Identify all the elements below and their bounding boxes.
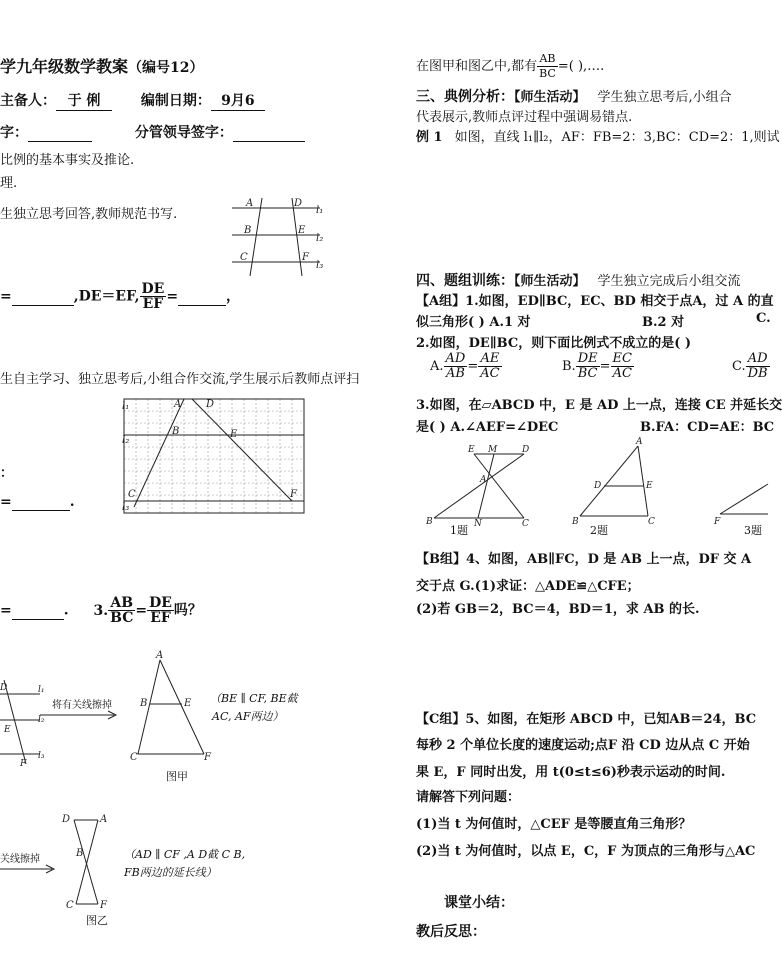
group-a-q3-options: 是( ) A.∠AEF=∠DEC B.FA：CD=AE：BC [416,420,775,435]
note-yi-1: （AD ∥ CF ,A D截 C B, [124,848,246,861]
figure-q2 [570,437,670,527]
svg-text:C: C [130,752,138,763]
svg-text:l₃: l₃ [316,260,324,271]
activity-note-1: 生独立思考回答,教师规范书写. [0,207,178,222]
figure-jia-triangle [124,650,216,766]
note-jia-1: （BE ∥ CF, BE截 [210,692,298,705]
q2-option-b: B. $\frac{DE}{BC}$ = $\frac{EC}{AC}$ [562,351,632,381]
page-title: 学九年级数学教案（编号12） [0,57,204,76]
svg-text:F: F [204,752,211,763]
section-3-line2: 代表展示,教师点评过程中强调易错点. [416,110,633,125]
question-3-line: = . 3. $\frac{AB}{BC}$ = $\frac{DE}{EF}$ 吗？ [0,595,202,626]
svg-text:E: E [230,429,238,440]
learning-goal: 比例的基本事实及推论. [0,153,135,168]
svg-text:D: D [594,481,602,491]
svg-text:C: C [240,252,248,263]
activity-note-2: 生自主学习、独立思考后,小组合作交流,学生展示后教师点评扫 [0,372,360,387]
class-summary: 课堂小结： [444,895,514,911]
group-c-q5-part1: (1)当 t 为何值时，△CEF 是等腰直角三角形？ [416,817,692,832]
q2-option-a: A. $\frac{AD}{AB}$ = $\frac{AE}{AC}$ [430,351,500,381]
svg-text:E: E [184,698,192,709]
erase-label-1: 将有关线擦掉 [52,700,112,711]
erase-label-2: 关线擦掉 [0,854,40,865]
group-c-q5-line2: 每秒 2 个单位长度的速度运动;点F 沿 CD 边从点 C 开始 [416,738,750,753]
grid-parallel-figure [120,395,310,519]
colon-1: ： [0,466,14,481]
svg-text:C: C [66,900,74,911]
svg-text:l₂: l₂ [316,233,324,244]
svg-text:D: D [206,399,215,410]
svg-text:B: B [76,848,84,859]
svg-text:E: E [298,225,306,236]
figure-q1 [424,446,534,530]
figure-jia-caption: 图甲 [166,770,188,783]
svg-text:A: A [174,399,182,410]
teaching-reflection: 教后反思： [416,924,486,940]
svg-text:F: F [714,517,721,527]
fill-in-1: = ,DE＝EF, $\frac{DE}{EF}$ = ， [0,281,241,312]
svg-text:A: A [156,650,164,661]
section-4-heading: 四、题组训练：【师生活动】 学生独立完成后小组交流 [416,273,741,289]
svg-text:N: N [474,519,482,529]
arrow-2 [0,864,60,874]
figure-q2-caption: 2题 [590,524,608,537]
svg-text:E: E [4,725,11,735]
group-b-q4: 【B组】4、如图，AB∥FC，D 是 AB 上一点，DF 交 A [416,552,752,567]
group-c-q5-line3: 果 E，F 同时出发，用 t(0≤t≤6)秒表示运动的时间. [416,765,726,780]
svg-text:F: F [302,252,309,263]
learning-goal-2: 理. [0,176,18,191]
svg-text:l₂: l₂ [38,715,45,725]
svg-text:l₁: l₁ [316,205,324,216]
figure-yi-caption: 图乙 [86,914,108,927]
svg-text:D: D [62,814,71,825]
svg-text:B: B [244,225,252,236]
section-3-heading: 三、典例分析：【师生活动】 学生独立思考后,小组合 [416,89,732,105]
svg-text:l₃: l₃ [122,502,130,513]
svg-text:A: A [246,198,254,209]
svg-text:E: E [646,481,653,491]
svg-text:A: A [636,437,643,447]
group-b-q4-part2: (2)若 GB＝2，BC＝4，BD＝1，求 AB 的长. [416,602,700,617]
figure-q1-caption: 1题 [450,524,468,537]
svg-text:l₁: l₁ [122,401,130,412]
note-jia-2: AC, AF两边） [212,710,284,723]
note-yi-2: FB两边的延长线） [124,866,217,879]
svg-text:D: D [0,683,8,693]
fill-in-2: = . [0,494,75,510]
svg-text:B: B [172,426,180,437]
svg-text:l₁: l₁ [38,685,45,695]
svg-text:A: A [480,475,487,485]
svg-text:l₃: l₃ [38,751,45,761]
svg-text:D: D [522,445,530,455]
svg-text:F: F [20,759,27,769]
svg-text:M: M [488,445,498,455]
group-a-q3: 3.如图，在▱ABCD 中，E 是 AD 上一点，连接 CE 并延长交 [416,398,782,413]
svg-text:F: F [100,900,107,911]
svg-text:E: E [468,445,475,455]
arrow-1 [40,710,120,720]
figure-q3-caption: 3题 [744,524,762,537]
svg-text:B: B [140,698,148,709]
svg-text:l₂: l₂ [122,435,130,446]
svg-text:D: D [294,198,303,209]
svg-text:A: A [100,814,108,825]
svg-text:C: C [128,489,136,500]
svg-text:C: C [648,517,655,527]
example-1: 例 1 如图，直线 l₁∥l₂，AF：FB=2：3,BC：CD=2：1,则试 [416,130,780,145]
svg-text:F: F [290,489,297,500]
svg-text:C: C [522,519,529,529]
group-c-q5-line4: 请解答下列问题： [416,790,521,805]
svg-text:B: B [426,517,433,527]
group-c-q5: 【C组】5、如图，在矩形 ABCD 中，已知AB＝24，BC [416,712,757,727]
group-a-q1-options: 似三角形( ) A.1 对 B.2 对 C. [416,311,771,330]
signature-line: 字： 分管领导签字： [0,122,305,142]
intro-ratio: 在图甲和图乙中,都有 $\frac{AB}{BC}$ =( ),…. [416,52,605,80]
figure-q3 [710,470,770,526]
group-b-q4-part1: 交于点 G.(1)求证：△ADE≌△CFE； [416,579,640,594]
parallel-lines-figure [228,196,332,278]
svg-text:B: B [572,517,579,527]
group-c-q5-part2: (2)当 t 为何值时，以点 E，C，F 为顶点的三角形与△AC [416,844,756,859]
group-a-q2: 2.如图，DE∥BC，则下面比例式不成立的是( ) [416,336,692,351]
preparer-line: 主备人： 于 俐 编制日期： 9月6 [0,90,265,111]
figure-yi-hourglass [60,812,120,912]
group-a-q1: 【A组】1.如图，ED∥BC，EC、BD 相交于点A，过 A 的直 [416,294,774,309]
q2-option-c: C. $\frac{AD}{DB}$ [732,351,768,381]
